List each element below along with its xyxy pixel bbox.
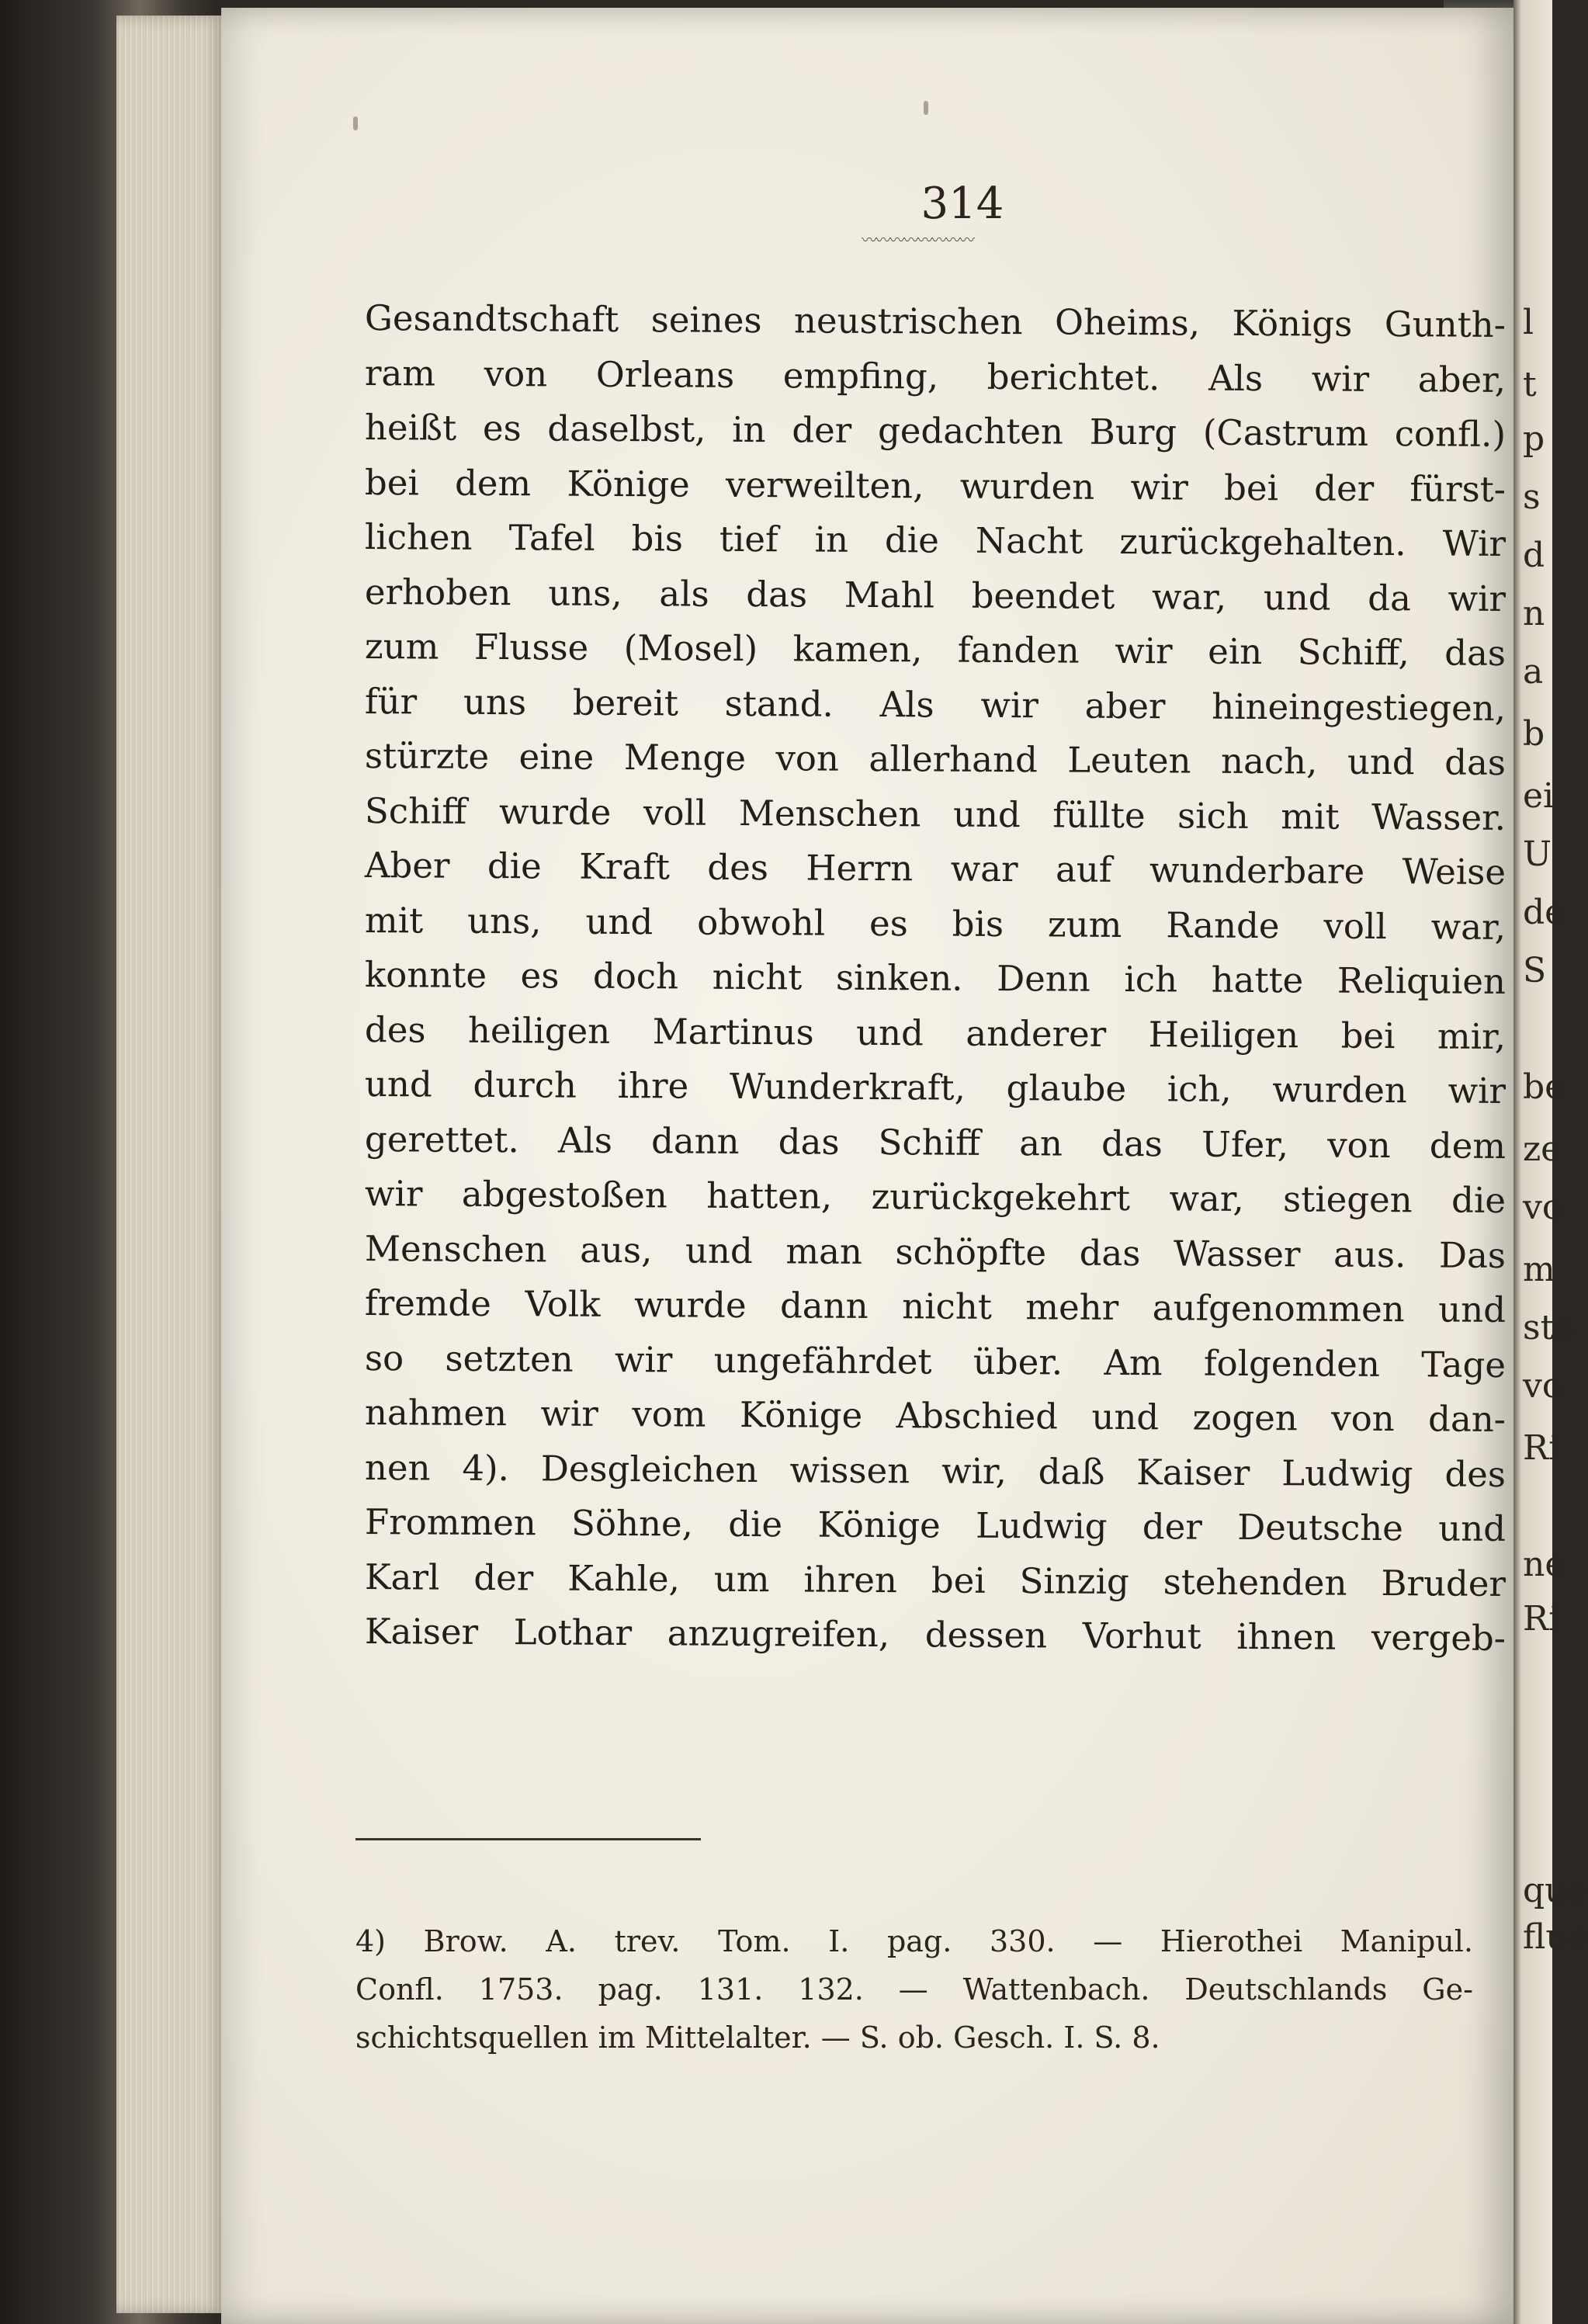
text-line: nen 4). Desgleichen wissen wir, daß Kaiser Ludwig des bbox=[364, 1446, 1507, 1495]
facing-page-fragment: Ri bbox=[1523, 1599, 1560, 1639]
text-line: Frommen Söhne, die Könige Ludwig der Deutsche und bbox=[364, 1501, 1507, 1549]
facing-page-fragment: U bbox=[1523, 834, 1552, 874]
footnote-line: schichtsquellen im Mittelalter. — S. ob. Gesch. I. S. 8. bbox=[355, 2020, 1160, 2055]
facing-page-fragment: be bbox=[1523, 1067, 1565, 1107]
facing-page-edge bbox=[1513, 0, 1588, 2324]
facing-page-fragment: vo bbox=[1523, 1188, 1563, 1227]
facing-page-fragment: ei bbox=[1523, 776, 1555, 816]
facing-page-fragment: Ri bbox=[1523, 1428, 1560, 1468]
text-line: erhoben uns, als das Mahl beendet war, und da wir bbox=[364, 571, 1507, 619]
facing-page-fragment: a bbox=[1523, 652, 1544, 692]
text-line: fremde Volk wurde dann nicht mehr aufgenommen und bbox=[364, 1282, 1507, 1330]
text-line: Aber die Kraft des Herrn war auf wunderbare Weise bbox=[364, 845, 1507, 893]
facing-page-fragment: vo bbox=[1523, 1366, 1563, 1406]
text-line: mit uns, und obwohl es bis zum Rande voll war, bbox=[364, 899, 1507, 948]
facing-page-fragment: que bbox=[1523, 1871, 1587, 1910]
page-number: 314 bbox=[921, 179, 1004, 229]
paper-speck bbox=[924, 101, 928, 115]
text-line: lichen Tafel bis tief in die Nacht zurückgehalten. Wir bbox=[364, 516, 1507, 564]
facing-page-fragment: p bbox=[1523, 419, 1545, 459]
footnote-divider bbox=[355, 1838, 701, 1840]
text-line: nahmen wir vom Könige Abschied und zogen von dan- bbox=[364, 1392, 1507, 1440]
text-line: für uns bereit stand. Als wir aber hineingestiegen, bbox=[364, 680, 1507, 729]
facing-page-fragment: l bbox=[1523, 303, 1534, 342]
book-page-edges bbox=[116, 16, 225, 2313]
facing-page-fragment: S bbox=[1523, 951, 1547, 990]
facing-page-fragment: d bbox=[1523, 536, 1545, 575]
body-text bbox=[365, 291, 1506, 1660]
text-line: Menschen aus, und man schöpfte das Wasser aus. Das bbox=[364, 1227, 1507, 1276]
text-line: Schiff wurde voll Menschen und füllte sich mit Wasser. bbox=[364, 789, 1507, 838]
text-line: so setzten wir ungefährdet über. Am folgenden Tage bbox=[364, 1337, 1507, 1386]
text-line: bei dem Könige verweilten, wurden wir bei der fürst- bbox=[364, 461, 1507, 510]
text-line: konnte es doch nicht sinken. Denn ich hatte Reliquien bbox=[364, 954, 1507, 1002]
text-line: stürzte eine Menge von allerhand Leuten nach, und das bbox=[364, 735, 1507, 783]
facing-page-fragment: ze bbox=[1523, 1129, 1562, 1169]
facing-page-fragment: n bbox=[1523, 594, 1545, 633]
text-line: gerettet. Als dann das Schiff an das Ufer, von dem bbox=[364, 1118, 1507, 1167]
facing-page-fragment: ste bbox=[1523, 1308, 1575, 1348]
facing-page-fragment: flue bbox=[1523, 1917, 1588, 1957]
facing-page-fragment: s bbox=[1523, 477, 1541, 517]
facing-page-fragment: m bbox=[1523, 1250, 1555, 1289]
text-line: zum Flusse (Mosel) kamen, fanden wir ein Schiff, das bbox=[364, 626, 1507, 674]
facing-page-fragment: ne bbox=[1523, 1545, 1565, 1584]
footnote-line: Confl. 1753. pag. 131. 132. — Wattenbach. Deutschlands Ge- bbox=[355, 1972, 1473, 2007]
text-line: wir abgestoßen hatten, zurückgekehrt war, stiegen die bbox=[364, 1173, 1507, 1221]
facing-page-fragment: b bbox=[1523, 714, 1545, 754]
text-line: Karl der Kahle, um ihren bei Sinzig stehenden Bruder bbox=[364, 1556, 1507, 1604]
text-line: ram von Orleans empfing, berichtet. Als wir aber, bbox=[364, 352, 1507, 401]
text-line: und durch ihre Wunderkraft, glaube ich, wurden wir bbox=[364, 1063, 1507, 1112]
footnotes bbox=[355, 1917, 1473, 2062]
page-number-ornament: 〰〰〰〰〰〰〰〰 bbox=[862, 231, 973, 249]
text-line: des heiligen Martinus und anderer Heiligen bei mir, bbox=[364, 1008, 1507, 1057]
facing-page-fragment: t bbox=[1523, 365, 1537, 404]
text-line: heißt es daselbst, in der gedachten Burg (Castrum confl.) bbox=[364, 407, 1507, 455]
paper-speck bbox=[353, 116, 358, 130]
text-line: Kaiser Lothar anzugreifen, dessen Vorhut ihnen vergeb- bbox=[364, 1611, 1507, 1659]
facing-page-fragment: de bbox=[1523, 893, 1565, 932]
text-line: Gesandtschaft seines neustrischen Oheims, Königs Gunth- bbox=[364, 297, 1507, 345]
footnote-line: 4) Brow. A. trev. Tom. I. pag. 330. — Hierothei Manipul. bbox=[355, 1924, 1473, 1958]
